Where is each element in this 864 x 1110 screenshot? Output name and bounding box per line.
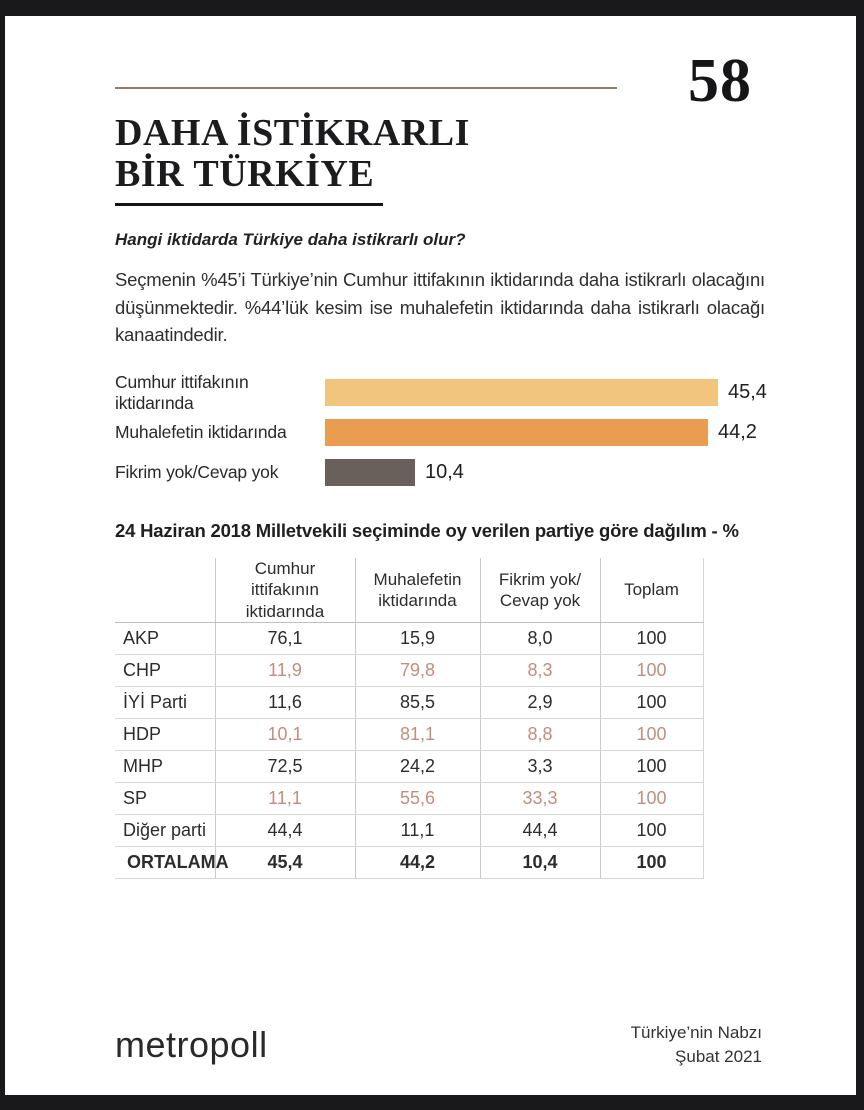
table-header-cell: Fikrim yok/ Cevap yok [480,558,600,622]
chart-value-label: 44,2 [718,421,757,444]
table-row [115,782,703,814]
title-underline [115,203,383,206]
table-header-row [115,558,703,622]
page-title-line1: DAHA İSTİKRARLI [115,112,470,154]
value-cell: 100 [600,750,703,782]
chart-row [115,371,856,413]
metropoll-logo: metropoll [115,1023,268,1065]
value-cell: 8,3 [480,654,600,686]
value-cell: 11,1 [215,782,355,814]
value-cell: 44,2 [355,846,480,878]
value-cell: 45,4 [215,846,355,878]
table-row [115,622,703,654]
value-cell: 100 [600,622,703,654]
table-header-cell [115,558,215,622]
bar-chart [115,371,856,486]
chart-row [115,419,856,446]
value-cell: 10,4 [480,846,600,878]
value-cell: 11,9 [215,654,355,686]
table-row [115,846,703,878]
party-name-cell: ORTALAMA [115,846,215,878]
value-cell: 44,4 [480,814,600,846]
party-name-cell: AKP [115,622,215,654]
table-header-cell: Cumhur ittifakının iktidarında [215,558,355,622]
value-cell: 55,6 [355,782,480,814]
chart-value-label: 10,4 [425,461,464,484]
page-number: 58 [688,47,752,115]
table-title: 24 Haziran 2018 Milletvekili seçiminde oy verilen partiye göre dağılım - % [115,520,739,542]
page-title-line2: BİR TÜRKİYE [115,153,375,196]
party-name-cell: İYİ Parti [115,686,215,718]
party-name-cell: Diğer parti [115,814,215,846]
table-header-cell: Toplam [600,558,703,622]
value-cell: 3,3 [480,750,600,782]
value-cell: 100 [600,782,703,814]
chart-row [115,459,856,486]
value-cell: 100 [600,686,703,718]
publication-name: Türkiye’nin Nabzı [630,1023,762,1042]
table-row [115,718,703,750]
report-page [5,16,856,1095]
footer [115,1021,762,1069]
value-cell: 8,0 [480,622,600,654]
value-cell: 100 [600,814,703,846]
value-cell: 2,9 [480,686,600,718]
value-cell: 81,1 [355,718,480,750]
lead-paragraph: Seçmenin %45’i Türkiye’nin Cumhur ittifakının iktidarında daha istikrarlı olacağını düşünmektedir. %44’lük kesim ise muhalefetin iktidarında daha istikrarlı olacağı kanaatindedir. [115,268,765,346]
table-row [115,814,703,846]
value-cell: 79,8 [355,654,480,686]
table-row [115,750,703,782]
breakdown-table [115,558,704,879]
table-body [115,622,703,878]
survey-question: Hangi iktidarda Türkiye daha istikrarlı olur? [115,229,466,249]
table-row [115,654,703,686]
value-cell: 24,2 [355,750,480,782]
chart-category-label: Muhalefetin iktidarında [115,422,287,443]
value-cell: 44,4 [215,814,355,846]
party-name-cell: CHP [115,654,215,686]
value-cell: 10,1 [215,718,355,750]
party-name-cell: HDP [115,718,215,750]
publication-date: Şubat 2021 [675,1046,762,1066]
chart-bar-segment [325,379,718,406]
value-cell: 11,6 [215,686,355,718]
value-cell: 15,9 [355,622,480,654]
table-header-cell: Muhalefetin iktidarında [355,558,480,622]
value-cell: 76,1 [215,622,355,654]
value-cell: 100 [600,846,703,878]
chart-category-label: Fikrim yok/Cevap yok [115,462,279,483]
table-header-row-tr [115,558,703,622]
chart-bar-segment [325,419,708,446]
value-cell: 85,5 [355,686,480,718]
accent-rule [115,87,617,89]
footer-publication [631,1021,762,1069]
table-row [115,686,703,718]
value-cell: 11,1 [355,814,480,846]
chart-category-label: Cumhur ittifakının iktidarında [115,371,249,413]
value-cell: 72,5 [215,750,355,782]
chart-value-label: 45,4 [728,381,767,404]
party-name-cell: SP [115,782,215,814]
value-cell: 8,8 [480,718,600,750]
value-cell: 33,3 [480,782,600,814]
party-name-cell: MHP [115,750,215,782]
page-title [115,113,856,196]
chart-bar-segment [325,459,415,486]
value-cell: 100 [600,654,703,686]
value-cell: 100 [600,718,703,750]
